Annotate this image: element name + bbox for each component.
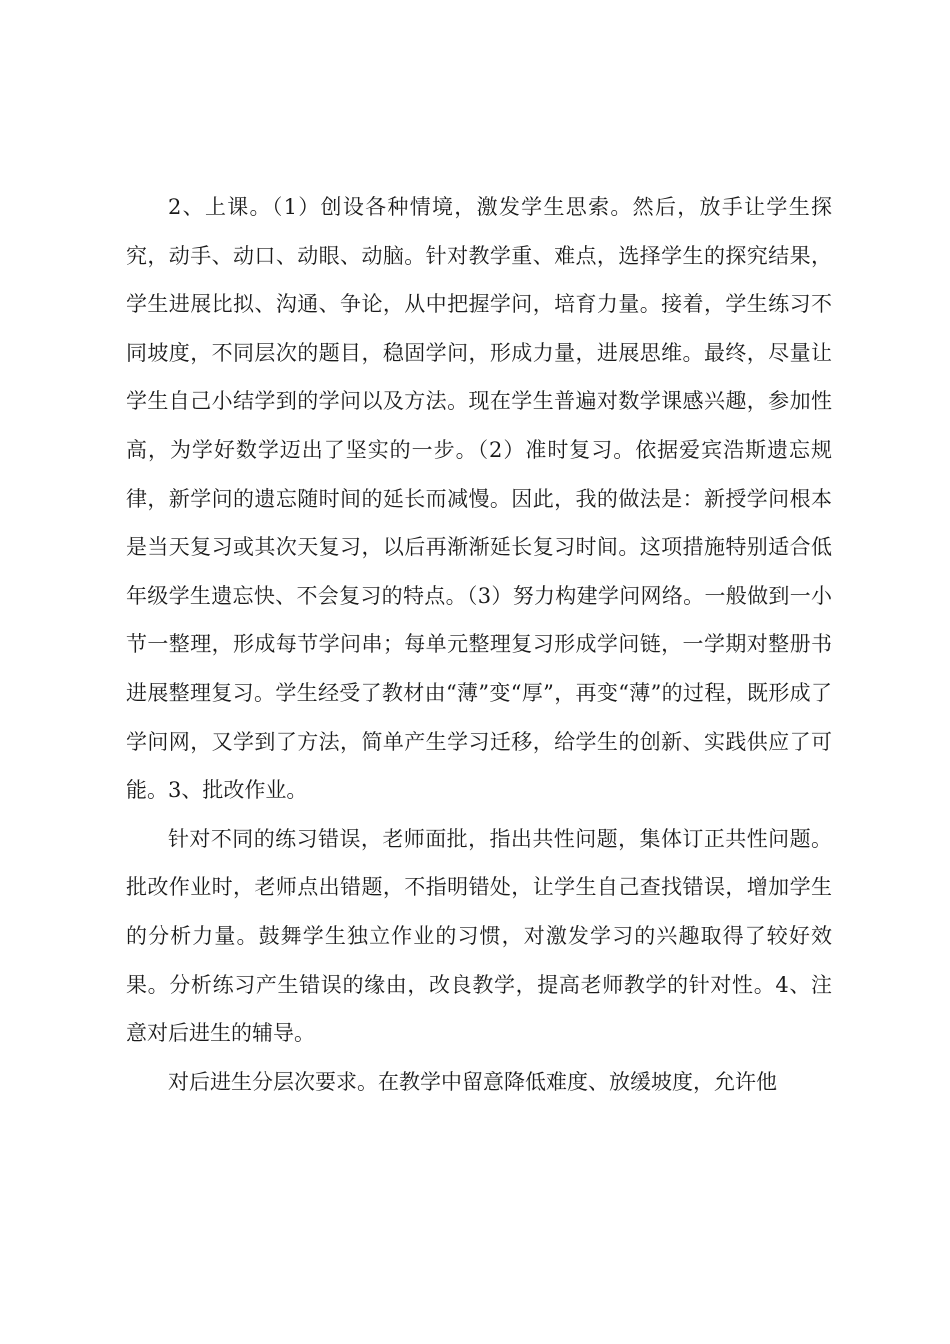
paragraph-homework-correction: 针对不同的练习错误，老师面批，指出共性问题，集体订正共性问题。批改作业时，老师点出错题，不指明错处，让学生自己查找错误，增加学生的分析力量。鼓舞学生独立作业的习惯，对激发学习的兴趣取得了较好效果。分析练习产生错误的缘由，改良教学，提高老师教学的针对性。4、注意对后进生的辅导。	[126, 826, 832, 1046]
document-body	[126, 183, 832, 1106]
paragraph-class-teaching: 2、上课。（1）创设各种情境，激发学生思索。然后，放手让学生探究，动手、动口、动眼、动脑。针对教学重、难点，选择学生的探究结果，学生进展比拟、沟通、争论，从中把握学问，培育力量。接着，学生练习不同坡度，不同层次的题目，稳固学问，形成力量，进展思维。最终，尽量让学生自己小结学到的学问以及方法。现在学生普遍对数学课感兴趣，参加性高，为学好数学迈出了坚实的一步。（2）准时复习。依据爱宾浩斯遗忘规律，新学问的遗忘随时间的延长而减慢。因此，我的做法是：新授学问根本是当天复习或其次天复习，以后再渐渐延长复习时间。这项措施特别适合低年级学生遗忘快、不会复习的特点。（3）努力构建学问网络。一般做到一小节一整理，形成每节学问串；每单元整理复习形成学问链，一学期对整册书进展整理复习。学生经受了教材由“薄”变“厚”，再变“薄”的过程，既形成了学问网，又学到了方法，简单产生学习迁移，给学生的创新、实践供应了可能。3、批改作业。	[126, 195, 832, 803]
paragraph-struggling-students: 对后进生分层次要求。在教学中留意降低难度、放缓坡度，允许他	[168, 1069, 777, 1094]
